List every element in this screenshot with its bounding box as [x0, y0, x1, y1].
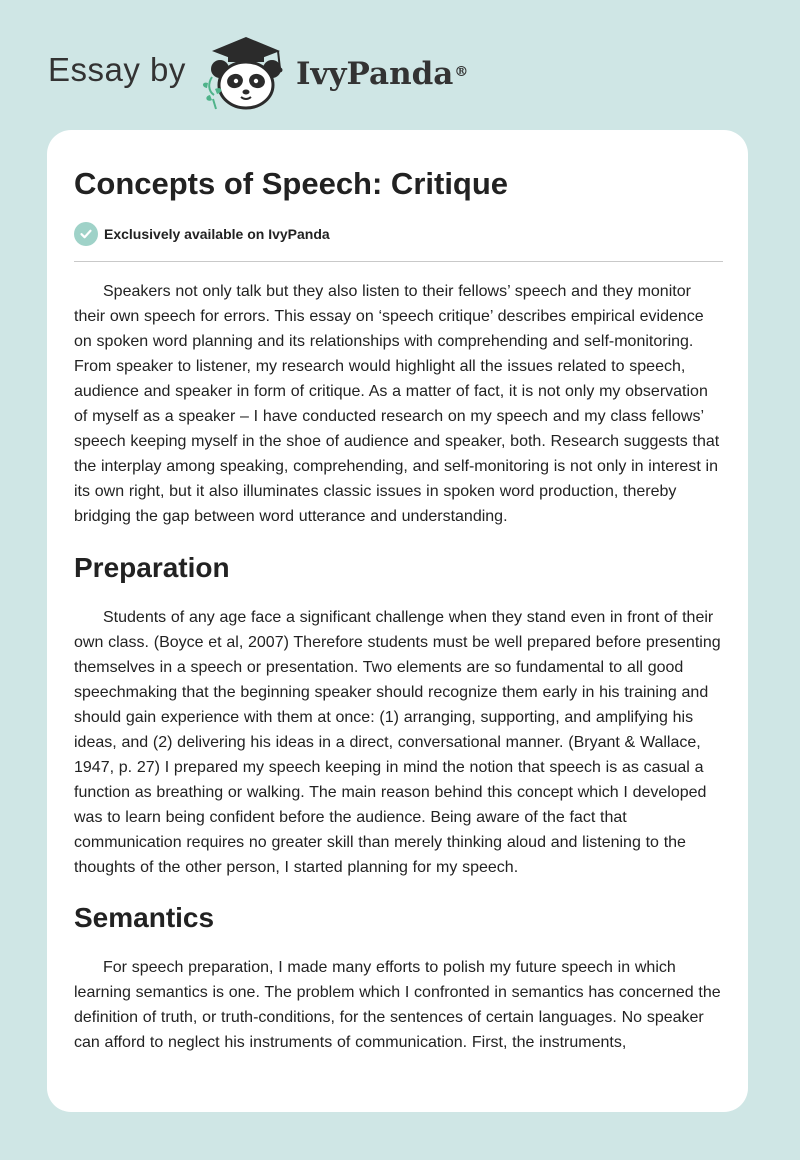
registered-mark: ®	[454, 64, 469, 80]
semantics-paragraph: For speech preparation, I made many efforts to polish my future speech in which learning semantics is one. The problem which I confronted in semantics has concerned the definition of truth, or truth-conditions, for the sentences of certain languages. No speaker can afford to neglect his instruments of communication. First, the instruments,	[74, 959, 721, 1051]
section-heading-preparation: Preparation	[74, 552, 230, 583]
site-header	[0, 0, 800, 130]
brand-label: IvyPanda	[296, 56, 454, 92]
check-icon	[74, 222, 98, 246]
divider	[74, 261, 723, 262]
exclusive-badge	[74, 222, 330, 246]
essay-card	[47, 130, 748, 1112]
essay-body	[74, 279, 725, 1055]
page-title: Concepts of Speech: Critique	[74, 166, 509, 201]
preparation-paragraph: Students of any age face a significant challenge when they stand even in front of their own class. (Boyce et al, 2007) Therefore students must be well prepared before presenting themselves in a speech or presentation. Two elements are so fundamental to all good speechmaking that the beginning speaker should recognize them early in his training and should gain experience with them at once: (1) arranging, supporting, and amplifying his ideas, and (2) delivering his ideas in a direct, conversational manner. (Bryant & Wallace, 1947, p. 27) I prepared my speech keeping in mind the notion that speech is as casual a function as breathing or walking. The main reason behind this concept which I developed was to learn being confident before the audience. Being aware of the fact that communication requires no greater skill than merely thinking aloud and listening to the thoughts of the other person, I started planning for my speech.	[74, 609, 721, 876]
section-heading-semantics: Semantics	[74, 902, 215, 933]
intro-paragraph: Speakers not only talk but they also listen to their fellows’ speech and they monitor their own speech for errors. This essay on ‘speech critique’ describes empirical evidence on spoken word planning and its relationships with comprehending and self-monitoring. From speaker to listener, my research would highlight all the issues related to speech, audience and speaker in form of critique. As a matter of fact, it is not only my observation of myself as a speaker – I have conducted research on my speech and my class fellows’ speech keeping myself in the shoe of audience and speaker, both. Research suggests that the interplay among speaking, comprehending, and self-monitoring is not only in interest in its own right, but it also illuminates classic issues in spoken word production, thereby bridging the gap between word utterance and understanding.	[74, 283, 720, 525]
brand-name[interactable]	[296, 54, 468, 94]
essay-by-label: Essay by	[48, 51, 186, 88]
exclusive-text: Exclusively available on IvyPanda	[104, 226, 330, 242]
ivypanda-logo-icon[interactable]	[198, 33, 294, 111]
